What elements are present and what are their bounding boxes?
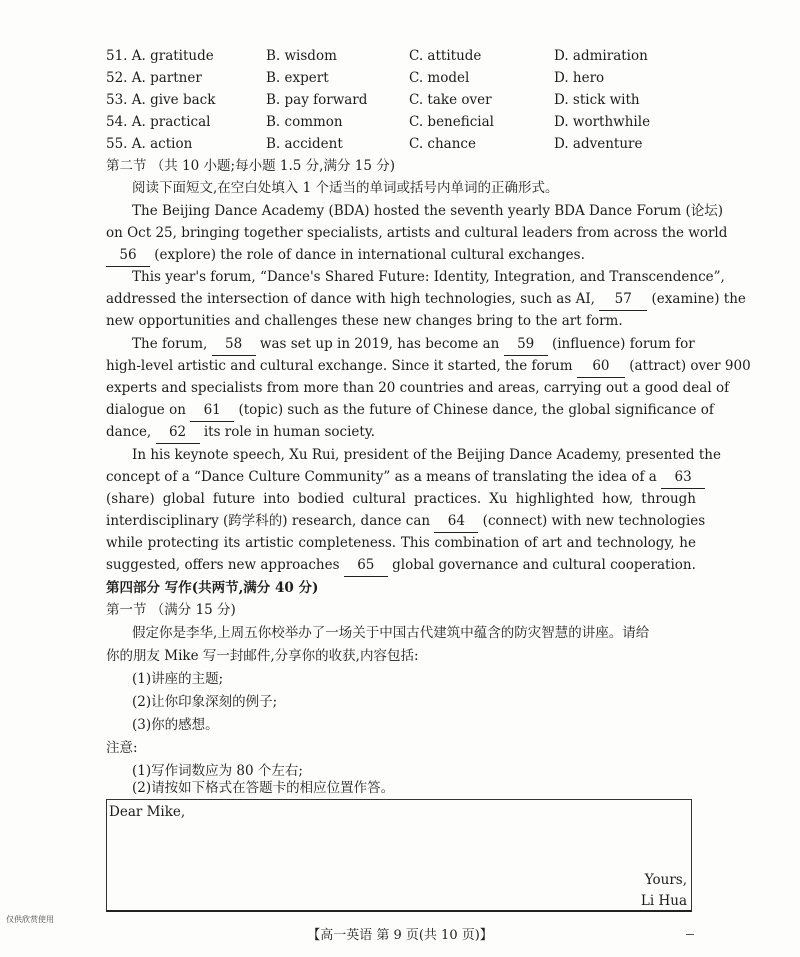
passage-text: (influence) forum for	[547, 336, 695, 352]
passage-text: dialogue on	[106, 402, 191, 418]
passage-line: The Beijing Dance Academy (BDA) hosted the seventh yearly BDA Dance Forum (论坛)	[132, 203, 723, 219]
blank-61[interactable]: 61	[190, 399, 234, 422]
passage-line: In his keynote speech, Xu Rui, president of the Beijing Dance Academy, presented the	[132, 447, 721, 463]
option-row-53	[106, 89, 706, 111]
passage-text: high-level artistic and cultural exchange. Since it started, the forum	[106, 358, 577, 374]
note-label: 注意:	[106, 740, 138, 756]
section2-instruction: 阅读下面短文,在空白处填入 1 个适当的单词或括号内单词的正确形式。	[132, 180, 559, 196]
passage-text: (topic) such as the future of Chinese dance, the global significance of	[234, 402, 714, 418]
page-footer: 【高一英语 第 9 页(共 10 页)】	[307, 928, 493, 943]
divider	[686, 934, 694, 935]
passage-text: its role in human society.	[199, 424, 375, 440]
passage-line	[106, 554, 696, 577]
passage-line: new opportunities and challenges these new changes bring to the art form.	[106, 313, 623, 329]
passage-line: (share) global future into bodied cultural practices. Xu highlighted how, through	[106, 491, 696, 507]
passage-text: (connect) with new technologies	[478, 513, 706, 529]
passage-text: addressed the intersection of dance with high technologies, such as AI,	[106, 291, 600, 307]
prompt-item: (2)让你印象深刻的例子;	[132, 694, 278, 710]
passage-line	[106, 510, 706, 533]
answer-box[interactable]	[106, 799, 692, 912]
option-b: B. expert	[266, 70, 329, 86]
option-row-52	[106, 67, 706, 89]
passage-text: was set up in 2019, has become an	[255, 336, 504, 352]
passage-text: The forum,	[132, 336, 212, 352]
option-a: 54. A. practical	[106, 114, 211, 130]
option-a: 55. A. action	[106, 136, 193, 152]
blank-65[interactable]: 65	[344, 554, 388, 577]
prompt-item: (3)你的感想。	[132, 717, 219, 733]
section2-heading: 第二节 （共 10 小题;每小题 1.5 分,满分 15 分)	[106, 158, 395, 174]
letter-closing: Yours,	[644, 872, 687, 888]
option-row-54	[106, 111, 706, 133]
option-c: C. attitude	[409, 48, 482, 64]
passage-line	[106, 355, 751, 378]
passage-text: (examine) the	[647, 291, 746, 307]
passage-line	[106, 421, 696, 444]
passage-text: global governance and cultural cooperation.	[387, 557, 696, 573]
writing-prompt: 假定你是李华,上周五你校举办了一场关于中国古代建筑中蕴含的防灾智慧的讲座。请给	[132, 625, 650, 641]
letter-greeting: Dear Mike,	[109, 804, 186, 820]
part4-heading: 第四部分 写作(共两节,满分 40 分)	[106, 580, 319, 596]
option-a: 51. A. gratitude	[106, 48, 214, 64]
writing-prompt: 你的朋友 Mike 写一封邮件,分享你的收获,内容包括:	[106, 648, 419, 664]
passage-line	[106, 244, 696, 267]
passage-line	[106, 399, 714, 422]
part4-subheading: 第一节 （满分 15 分)	[106, 602, 236, 618]
blank-56[interactable]: 56	[106, 244, 150, 267]
prompt-item: (1)讲座的主题;	[132, 671, 224, 687]
option-d: D. admiration	[554, 48, 648, 64]
option-d: D. hero	[554, 70, 605, 86]
passage-line: while protecting its artistic completeness. This combination of art and technology, he	[106, 535, 696, 551]
option-c: C. take over	[409, 92, 492, 108]
passage-text: (attract) over 900	[624, 358, 751, 374]
passage-line	[106, 333, 696, 356]
option-d: D. worthwhile	[554, 114, 651, 130]
note-item: (1)写作词数应为 80 个左右;	[132, 763, 303, 779]
option-a: 53. A. give back	[106, 92, 216, 108]
blank-60[interactable]: 60	[577, 355, 625, 378]
blank-58[interactable]: 58	[212, 333, 256, 356]
option-row-51	[106, 45, 706, 67]
passage-line	[106, 466, 696, 489]
option-c: C. model	[409, 70, 470, 86]
blank-63[interactable]: 63	[661, 466, 705, 489]
blank-59[interactable]: 59	[504, 333, 548, 356]
option-c: C. chance	[409, 136, 476, 152]
passage-text: suggested, offers new approaches	[106, 557, 344, 573]
passage-text: dance,	[106, 424, 156, 440]
passage-text: concept of a “Dance Culture Community” as a means of translating the idea of a	[106, 469, 662, 485]
option-c: C. beneficial	[409, 114, 494, 130]
blank-57[interactable]: 57	[599, 288, 647, 311]
passage-line: on Oct 25, bringing together specialists, artists and cultural leaders from across the world	[106, 225, 728, 241]
option-b: B. accident	[266, 136, 343, 152]
passage-text: interdisciplinary (跨学科的) research, dance can	[106, 513, 435, 529]
option-a: 52. A. partner	[106, 70, 202, 86]
passage-text: (explore) the role of dance in international cultural exchanges.	[150, 247, 585, 263]
letter-signature: Li Hua	[640, 893, 687, 909]
option-b: B. pay forward	[266, 92, 368, 108]
note-item: (2)请按如下格式在答题卡的相应位置作答。	[132, 780, 395, 796]
option-d: D. stick with	[554, 92, 640, 108]
side-note: 仅供欣赏使用	[6, 915, 54, 924]
option-b: B. common	[266, 114, 343, 130]
blank-64[interactable]: 64	[434, 510, 478, 533]
blank-62[interactable]: 62	[156, 421, 200, 444]
passage-line: experts and specialists from more than 20 countries and areas, carrying out a good deal of	[106, 380, 730, 396]
option-row-55	[106, 133, 706, 155]
passage-line: This year's forum, “Dance's Shared Future: Identity, Integration, and Transcendence”,	[132, 269, 725, 285]
option-d: D. adventure	[554, 136, 643, 152]
passage-line	[106, 288, 746, 311]
option-b: B. wisdom	[266, 48, 337, 64]
